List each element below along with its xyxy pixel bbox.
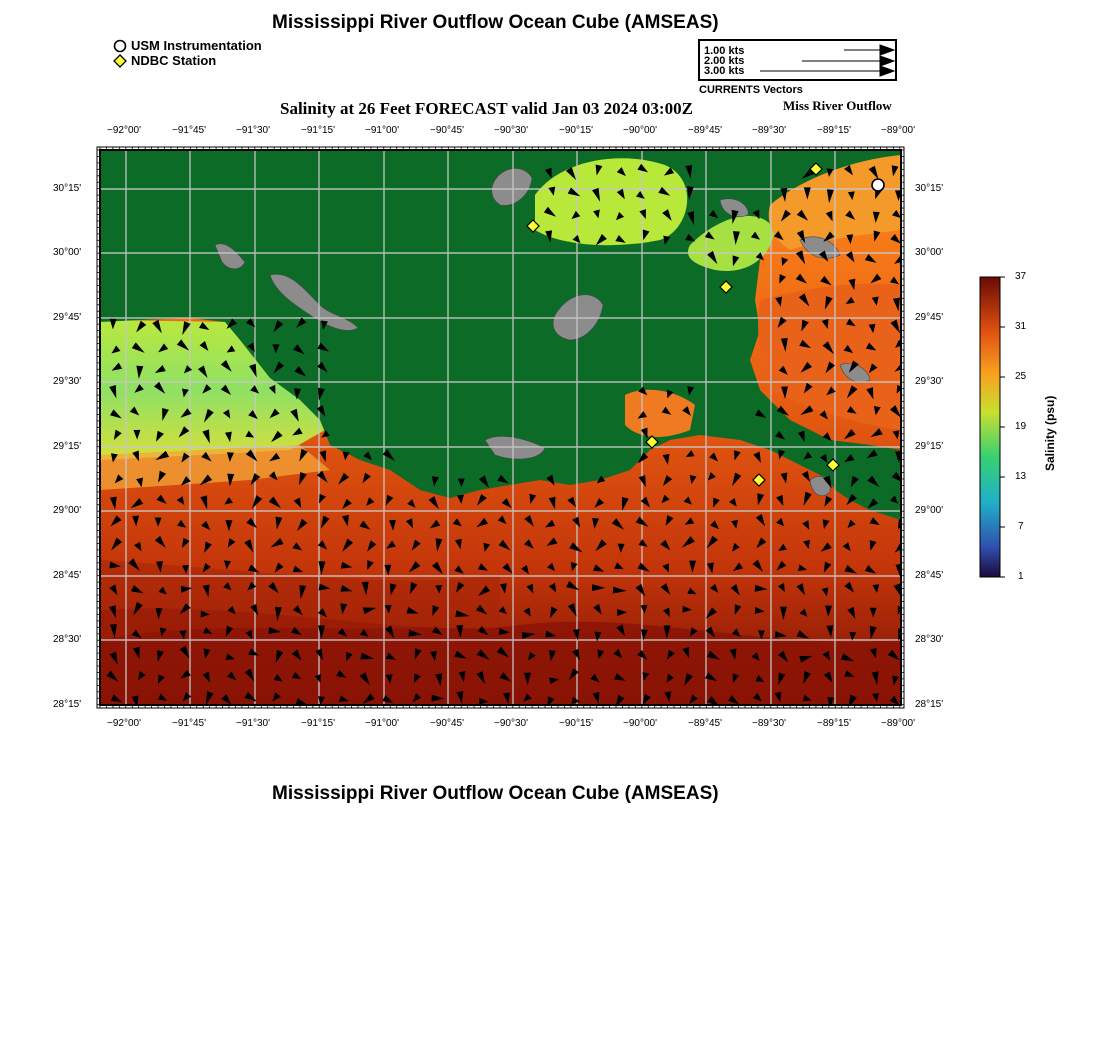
lon-tick-bottom: −89°30' — [752, 718, 786, 729]
lon-tick-bottom: −89°45' — [688, 718, 722, 729]
lat-tick-right: 30°00' — [915, 247, 944, 258]
colorbar-tick: 13 — [1015, 471, 1027, 482]
lon-tick-bottom: −91°30' — [236, 718, 270, 729]
legend-ndbc-label: NDBC Station — [131, 53, 217, 68]
lon-tick-bottom: −91°00' — [365, 718, 399, 729]
vector-label-3: 3.00 kts — [704, 65, 745, 77]
lon-tick-top: −90°15' — [559, 125, 593, 136]
colorbar-tick: 7 — [1018, 521, 1024, 532]
lon-tick-top: −89°30' — [752, 125, 786, 136]
lon-tick-top: −89°00' — [881, 125, 915, 136]
usm-instrument-marker — [872, 179, 884, 191]
lat-tick-left: 28°30' — [53, 634, 82, 645]
lon-tick-bottom: −89°00' — [881, 718, 915, 729]
lat-tick-right: 28°45' — [915, 570, 944, 581]
lat-tick-right: 28°15' — [915, 699, 944, 710]
colorbar-tick: 25 — [1015, 371, 1027, 382]
lon-tick-top: −92°00' — [107, 125, 141, 136]
lon-tick-top: −89°15' — [817, 125, 851, 136]
main-title: Mississippi River Outflow Ocean Cube (AMSEAS) — [272, 12, 719, 33]
vector-legend-title: CURRENTS Vectors — [699, 84, 803, 96]
map-subtitle: Salinity at 26 Feet FORECAST valid Jan 03 2024 03:00Z — [280, 99, 693, 118]
lat-tick-left: 30°15' — [53, 183, 82, 194]
colorbar-title: Salinity (psu) — [1043, 395, 1057, 471]
lon-tick-top: −91°00' — [365, 125, 399, 136]
colorbar-scale — [980, 277, 1000, 577]
lon-tick-bottom: −91°15' — [301, 718, 335, 729]
lon-tick-top: −90°30' — [494, 125, 528, 136]
lat-tick-right: 29°15' — [915, 441, 944, 452]
lon-tick-top: −91°30' — [236, 125, 270, 136]
colorbar-tick: 37 — [1015, 271, 1027, 282]
lat-tick-left: 29°45' — [53, 312, 82, 323]
colorbar-tick: 31 — [1015, 321, 1027, 332]
lat-tick-right: 30°15' — [915, 183, 944, 194]
vector-label-1: 1.00 kts — [704, 45, 745, 57]
lat-tick-left: 30°00' — [53, 247, 82, 258]
lat-tick-right: 29°30' — [915, 376, 944, 387]
colorbar-tick-marks — [1000, 277, 1005, 577]
lat-tick-right: 29°00' — [915, 505, 944, 516]
colorbar-tick: 19 — [1015, 421, 1027, 432]
lat-tick-right: 28°30' — [915, 634, 944, 645]
product-label: Miss River Outflow — [783, 98, 892, 113]
lon-tick-top: −91°15' — [301, 125, 335, 136]
colorbar-tick: 1 — [1018, 571, 1024, 582]
lat-tick-right: 29°45' — [915, 312, 944, 323]
lon-tick-bottom: −90°00' — [623, 718, 657, 729]
lon-tick-bottom: −91°45' — [172, 718, 206, 729]
lon-tick-bottom: −90°45' — [430, 718, 464, 729]
lat-tick-left: 28°45' — [53, 570, 82, 581]
lon-tick-bottom: −92°00' — [107, 718, 141, 729]
footer-title: Mississippi River Outflow Ocean Cube (AMSEAS) — [272, 783, 719, 804]
lon-tick-bottom: −90°30' — [494, 718, 528, 729]
legend-usm-label: USM Instrumentation — [131, 38, 262, 53]
lon-tick-bottom: −90°15' — [559, 718, 593, 729]
lat-tick-left: 29°15' — [53, 441, 82, 452]
lat-tick-left: 29°30' — [53, 376, 82, 387]
lat-tick-left: 28°15' — [53, 699, 82, 710]
lon-tick-top: −90°00' — [623, 125, 657, 136]
lon-tick-top: −89°45' — [688, 125, 722, 136]
lat-tick-left: 29°00' — [53, 505, 82, 516]
lon-tick-top: −90°45' — [430, 125, 464, 136]
lon-tick-bottom: −89°15' — [817, 718, 851, 729]
vector-label-2: 2.00 kts — [704, 55, 745, 67]
lon-tick-top: −91°45' — [172, 125, 206, 136]
